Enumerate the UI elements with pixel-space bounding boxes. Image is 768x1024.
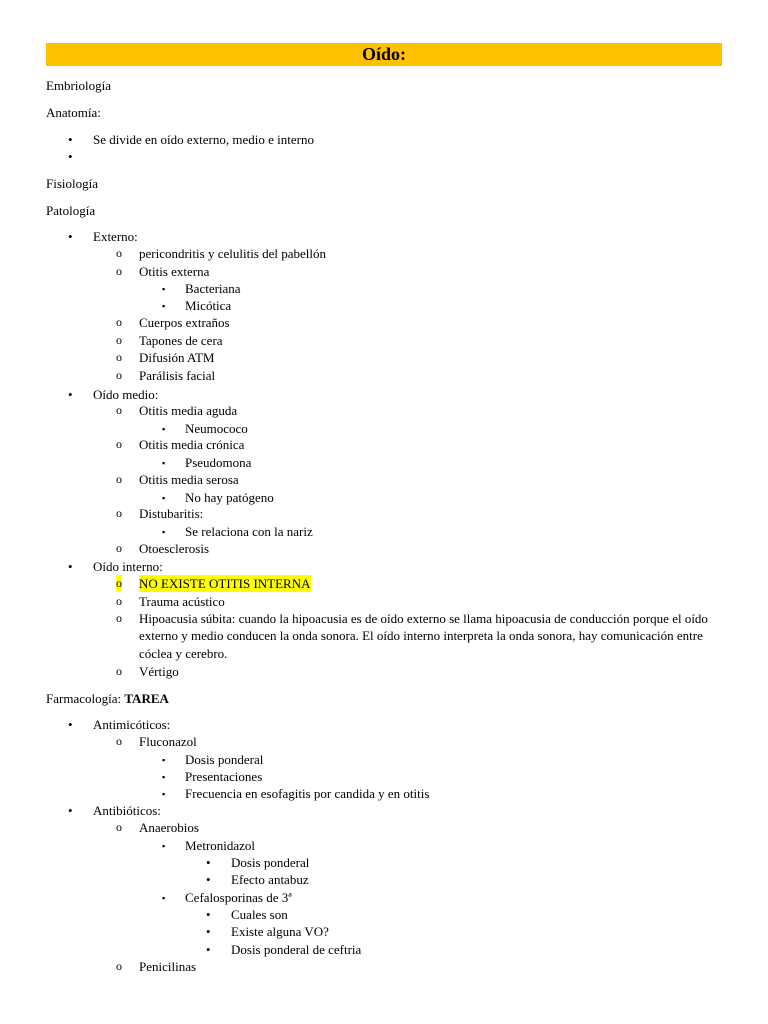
bullet-marker: • [206, 924, 211, 939]
bullet-marker: • [68, 559, 73, 574]
circle-marker: o [116, 472, 122, 486]
circle-marker: o [116, 959, 122, 973]
bullet-marker: • [206, 907, 211, 922]
list-item: ▪ Cefalosporinas de 3ª [185, 889, 292, 906]
list-item: • Existe alguna VO? [206, 924, 329, 939]
tarea-label: TAREA [124, 691, 169, 706]
circle-marker: o [116, 246, 122, 260]
bullet-marker: • [206, 872, 211, 887]
list-item: o Trauma acústico [116, 594, 225, 609]
circle-marker: o [116, 594, 122, 608]
heading-patologia: Patología [46, 203, 96, 218]
heading-fisiologia: Fisiología [46, 176, 99, 191]
circle-marker: o [116, 315, 122, 329]
bullet-marker: • [68, 132, 73, 147]
list-item: • Oído medio: [68, 387, 159, 402]
circle-marker: o [116, 734, 122, 748]
circle-marker: o [116, 437, 122, 451]
list-item: ▪ Pseudomona [185, 454, 251, 471]
bullet-marker: • [68, 387, 73, 402]
page-title: Oído: [46, 43, 722, 66]
circle-marker: o [116, 506, 122, 520]
list-item: ▪ Metronidazol [185, 837, 255, 854]
list-item: • Dosis ponderal [206, 855, 310, 870]
circle-marker: o [116, 368, 122, 382]
circle-marker: o [116, 264, 122, 278]
circle-marker: o [116, 664, 122, 678]
square-marker: ▪ [162, 458, 166, 468]
circle-marker: o [116, 350, 122, 364]
list-item: o Parálisis facial [116, 368, 216, 383]
list-item: ▪ Presentaciones [185, 768, 262, 785]
square-marker: ▪ [162, 772, 166, 782]
bullet-marker: • [68, 803, 73, 818]
bullet-marker: • [206, 942, 211, 957]
list-item: • Cuales son [206, 907, 288, 922]
list-item: o Hipoacusia súbita: cuando la hipoacusia es de oído externo se llama hipoacusia de conducción porque el oído externo y medio conducen la onda sonora. El oído interno interpreta la onda sonora, hay comunicación entre cóclea y cerebro. [116, 611, 708, 661]
list-item: • Antimicóticos: [68, 717, 171, 732]
list-item: • Se divide en oído externo, medio e interno [68, 132, 314, 147]
list-item: o Cuerpos extraños [116, 315, 230, 330]
square-marker: ▪ [162, 301, 166, 311]
heading-embriologia: Embriología [46, 78, 111, 93]
list-item: ▪ Micótica [185, 297, 231, 314]
circle-marker: o [116, 820, 122, 834]
square-marker: ▪ [162, 841, 166, 851]
bullet-marker: • [68, 149, 73, 164]
circle-marker: o [116, 611, 122, 625]
list-item: ▪ Se relaciona con la nariz [185, 523, 313, 540]
list-item: o Penicilinas [116, 959, 197, 974]
square-marker: ▪ [162, 893, 166, 903]
list-item: • Externo: [68, 229, 138, 244]
list-item: ▪ Frecuencia en esofagitis por candida y en otitis [185, 785, 429, 802]
list-item: o Otitis media serosa [116, 472, 239, 487]
list-item: o Difusión ATM [116, 350, 215, 365]
list-item: • Antibióticos: [68, 803, 161, 818]
list-item: o Otitis media aguda [116, 403, 238, 418]
heading-anatomia: Anatomía: [46, 105, 101, 120]
square-marker: ▪ [162, 493, 166, 503]
list-item: o Vértigo [116, 664, 179, 679]
list-item: • Oído interno: [68, 559, 163, 574]
square-marker: ▪ [162, 424, 166, 434]
circle-marker: o [116, 575, 122, 592]
heading-farmacologia: Farmacología: TAREA [46, 691, 169, 706]
list-item: o Distubaritis: [116, 506, 204, 521]
circle-marker: o [116, 333, 122, 347]
circle-marker: o [116, 403, 122, 417]
list-item: o Otitis externa [116, 264, 210, 279]
list-item: o pericondritis y celulitis del pabellón [116, 246, 327, 261]
list-item: o Tapones de cera [116, 333, 223, 348]
bullet-marker: • [68, 717, 73, 732]
square-marker: ▪ [162, 284, 166, 294]
square-marker: ▪ [162, 527, 166, 537]
square-marker: ▪ [162, 789, 166, 799]
square-marker: ▪ [162, 755, 166, 765]
list-item: ▪ Bacteriana [185, 280, 241, 297]
list-item: • Dosis ponderal de ceftria [206, 942, 362, 957]
bullet-marker: • [68, 229, 73, 244]
list-item-highlighted: o NO EXISTE OTITIS INTERNA [116, 576, 311, 591]
list-item: o Anaerobios [116, 820, 199, 835]
list-item: ▪ No hay patógeno [185, 489, 274, 506]
list-item: • Efecto antabuz [206, 872, 309, 887]
circle-marker: o [116, 541, 122, 555]
list-item: o Fluconazol [116, 734, 197, 749]
list-item: o Otoesclerosis [116, 541, 210, 556]
list-item: ▪ Neumococo [185, 420, 248, 437]
list-item: o Otitis media crónica [116, 437, 245, 452]
bullet-marker: • [206, 855, 211, 870]
list-item: ▪ Dosis ponderal [185, 751, 263, 768]
